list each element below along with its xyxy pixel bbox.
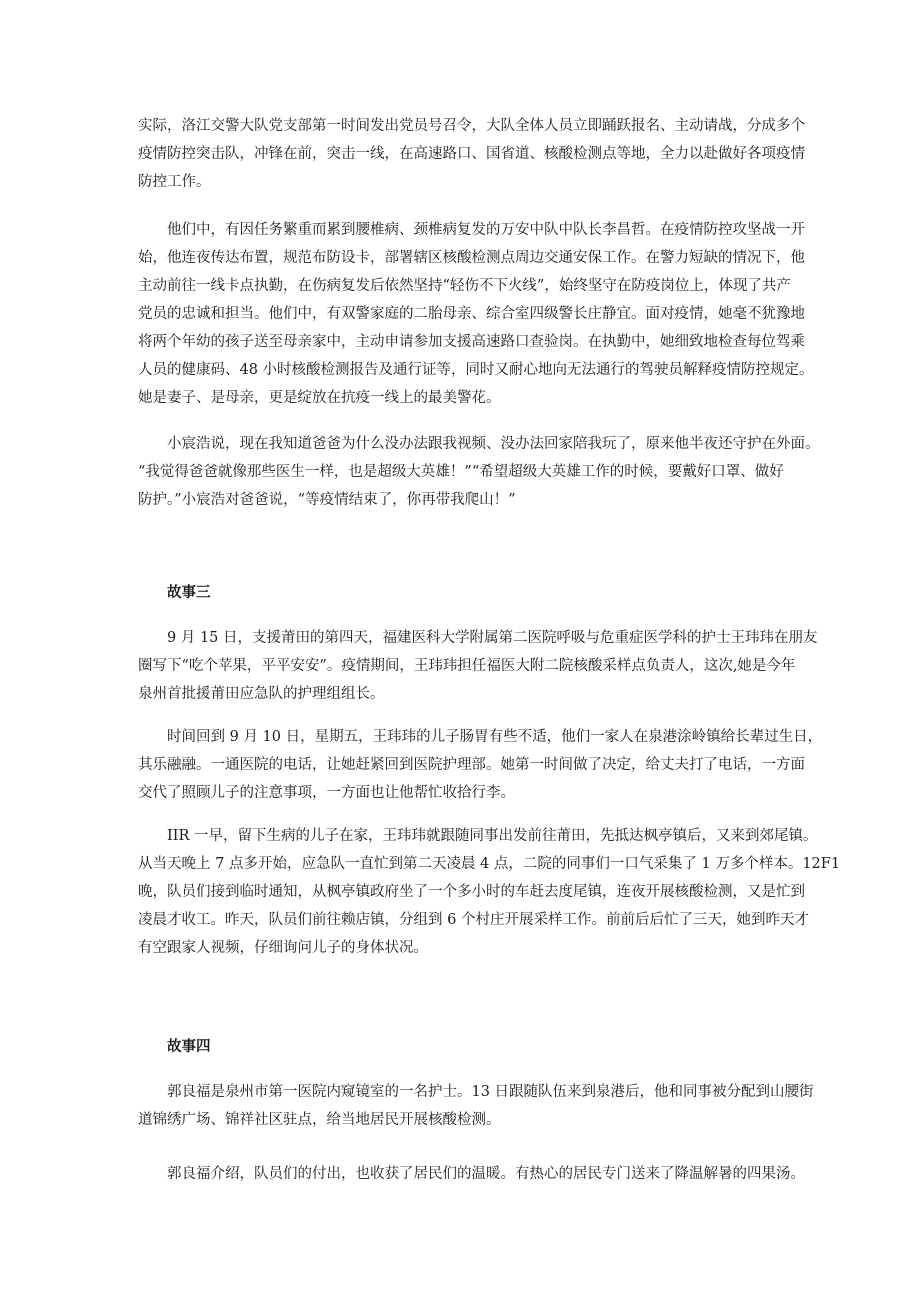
story3-paragraph-1 [138,624,818,708]
text-line: 将两个年幼的孩子送至母亲家中，主动申请参加支援高速路口查验岗。在执勤中，她细致地检查每位驾乘 [138,334,805,350]
text-line: 疫情防控突击队，冲锋在前，突击一线，在高速路口、国省道、核酸检测点等地，全力以赴做好各项疫情 [138,146,805,162]
text-line: 郭良福介绍，队员们的付出，也收获了居民们的温暖。有热心的居民专门送来了降温解暑的四果汤。 [167,1166,805,1182]
story2-paragraph-3 [138,430,820,514]
text-line: 从当天晚上 7 点多开始，应急队一直忙到第二天凌晨 4 点，二院的同事们一口气采集了 1 万多个样本。12F1 [138,856,841,872]
story4-paragraph-1 [138,1078,814,1134]
story2-paragraph-2 [138,216,814,412]
text-line: 防护。”小宸浩对爸爸说，“等疫情结束了，你再带我爬山！” [138,492,516,508]
text-line: 其乐融融。一通医院的电话，让她赶紧回到医院护理部。她第一时间做了决定，给丈夫打了电话，一方面 [138,757,805,773]
text-line: IIR 一早，留下生病的儿子在家，王玮玮就跟随同事出发前往莆田，先抵达枫亭镇后，又来到郊尾镇。 [167,828,818,844]
story4-heading: 故事四 [167,1038,211,1055]
text-line: 时间回到 9 月 10 日，星期五，王玮玮的儿子肠胃有些不适，他们一家人在泉港涂岭镇给长辈过生日， [167,729,823,745]
story4-paragraph-2 [138,1160,805,1188]
text-line: 交代了照顾儿子的注意事项，一方面也让他帮忙收拾行李。 [138,785,515,801]
text-line: 郭良福是泉州市第一医院内窥镜室的一名护士。13 日跟随队伍来到泉港后，他和同事被分配到山腰街 [167,1084,814,1100]
text-line: 凌晨才收工。昨天，队员们前往赖店镇，分组到 6 个村庄开展采样工作。前前后后忙了三天，她到昨天才 [138,912,809,928]
text-line: 小宸浩说，现在我知道爸爸为什么没办法跟我视频、没办法回家陪我玩了，原来他半夜还守护在外面。 [167,436,820,452]
text-line: 实际，洛江交警大队党支部第一时间发出党员号召令，大队全体人员立即踊跃报名、主动请战，分成多个 [138,118,805,134]
text-line: 泉州首批援莆田应急队的护理组组长。 [138,686,385,702]
text-line: 9 月 15 日，支援莆田的第四天，福建医科大学附属第二医院呼吸与危重症医学科的护士王玮玮在朋友 [167,630,818,646]
text-line: 晚，队员们接到临时通知，从枫亭镇政府坐了一个多小时的车赶去度尾镇，连夜开展核酸检测，又是忙到 [138,884,805,900]
text-line: 主动前往一线卡点执勤，在伤病复发后依然坚持“轻伤不下火线”，始终坚守在防疫岗位上，体现了共产 [138,278,791,294]
story3-heading: 故事三 [167,584,211,601]
text-line: 人员的健康码、48 小时核酸检测报告及通行证等，同时又耐心地向无法通行的驾驶员解释疫情防控规定。 [138,362,814,378]
text-line: 防控工作。 [138,174,211,190]
text-line: “我觉得爸爸就像那些医生一样，也是超级大英雄！”“希望超级大英雄工作的时候，要戴好口罩、做好 [138,464,784,480]
text-line: 有空跟家人视频，仔细询问儿子的身体状况。 [138,940,428,956]
text-line: 党员的忠诚和担当。他们中，有双警家庭的二胎母亲、综合室四级警长庄静宜。面对疫情，她毫不犹豫地 [138,306,805,322]
text-line: 她是妻子、是母亲，更是绽放在抗疫一线上的最美警花。 [138,390,501,406]
story3-paragraph-3 [138,822,841,962]
text-line: 道锦绣广场、锦祥社区驻点，给当地居民开展核酸检测。 [138,1112,501,1128]
story3-paragraph-2 [138,723,823,807]
text-line: 他们中，有因任务繁重而累到腰椎病、颈椎病复发的万安中队中队长李昌哲。在疫情防控攻坚战一开 [167,222,805,238]
text-line: 始，他连夜传达布置，规范布防设卡，部署辖区核酸检测点周边交通安保工作。在警力短缺的情况下，他 [138,250,805,266]
text-line: 圈写下“吃个苹果，平平安安”。疫情期间，王玮玮担任福医大附二院核酸采样点负责人，这次,她是今年 [138,658,796,674]
story2-paragraph-1 [138,112,805,196]
